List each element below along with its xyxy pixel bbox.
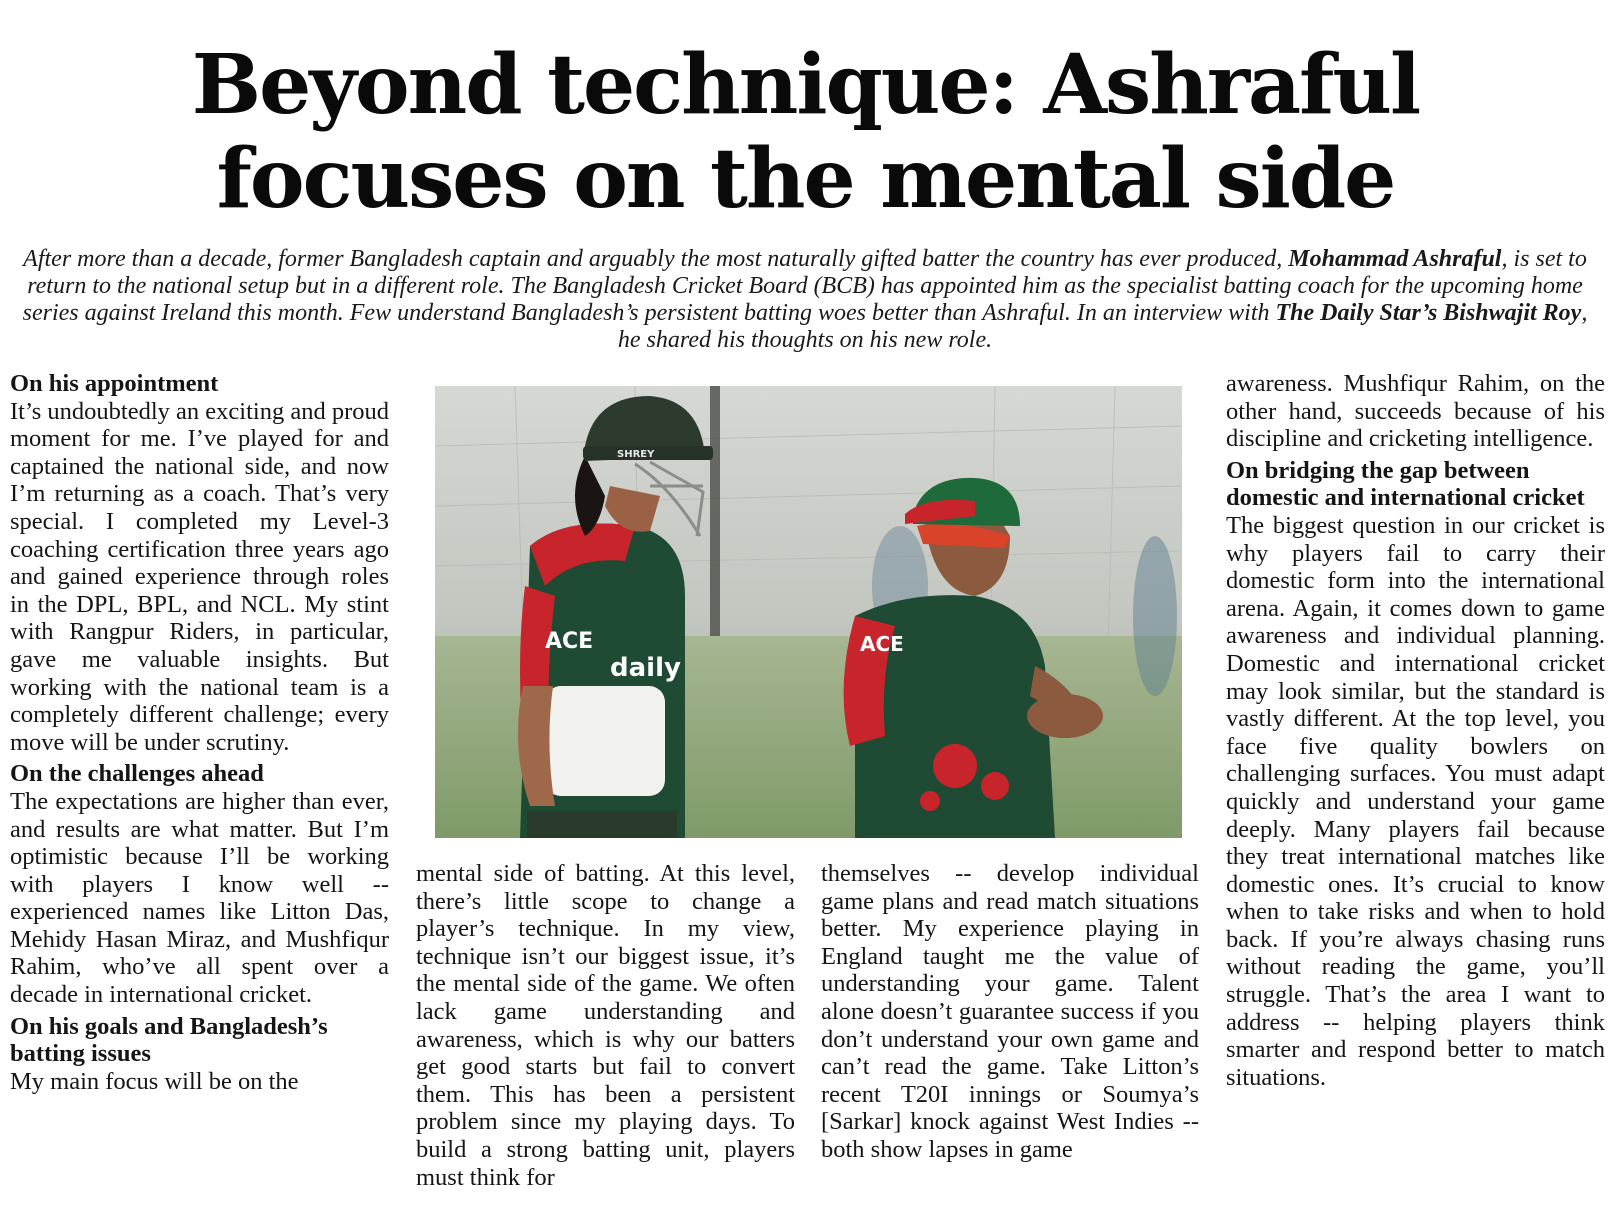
- section-heading-bridging: On bridging the gap between domestic and international cricket: [1226, 456, 1585, 512]
- byline: The Daily Star’s Bishwajit Roy: [1275, 300, 1582, 326]
- headline-line-1: Beyond technique: Ashraful: [191, 37, 1420, 133]
- standfirst-text-1: After more than a decade, former Bangladesh captain and arguably the most naturally gifted batter the country has ever produced,: [23, 246, 1289, 272]
- section-body-bridging: The biggest question in our cricket is why players fail to carry their domestic form into the international arena. Again, it comes down to game awareness and individual planning. Domestic and international cricket may look similar, but the standard is vastly different. At the top level, you face five quality bowlers on challenging surfaces. You must adapt quickly and understand your game deeply. Many players fail because they treat international matches like domestic ones. It’s crucial to know when to take risks and when to hold back. If you’re always chasing runs without reading the game, you’ll struggle. That’s the area I want to address -- helping players think smarter and respond better to match situations.: [1226, 511, 1605, 1091]
- column-2: [416, 860, 795, 1195]
- jersey-logo-left: ACE: [545, 629, 594, 654]
- standfirst-text-2: , is set to return to the national setup but in a different role. The Bangladesh Cricket Board (BCB) has appointed him as the specialist batting coach for the upcoming home series against Ireland this month. Few understand Bangladesh’s persistent batting woes better than Ashraful. In an interview with: [22, 246, 1587, 326]
- section-body-goals-part-2: mental side of batting. At this level, there’s little scope to change a player’s technique. In my view, technique isn’t our biggest issue, it’s the mental side of the game. We often lack game understanding and awareness, which is why our batters get good starts but fail to convert them. This has been a persistent problem since my playing days. To build a strong batting unit, players must think for: [416, 860, 795, 1191]
- standfirst-text-3: , he shared his thoughts on his new role.: [617, 300, 1588, 353]
- section-body-challenges: The expectations are higher than ever, and results are what matter. But I’m optimistic because I’ll be working with players I know well -- experienced names like Litton Das, Mehidy Hasan Miraz, and Mushfiqur Rahim, who’ve all spent over a decade in international cricket.: [10, 787, 389, 1009]
- section-heading-appointment: On his appointment: [10, 370, 219, 397]
- column-3: [821, 860, 1199, 1168]
- section-body-goals-part-4: awareness. Mushfiqur Rahim, on the other hand, succeeds because of his discipline and cricketing intelligence.: [1226, 370, 1605, 453]
- section-heading-goals: On his goals and Bangladesh’s batting issues: [10, 1012, 328, 1068]
- column-1: [10, 370, 389, 1099]
- headline: [0, 38, 1611, 226]
- interviewee-name: Mohammad Ashraful: [1288, 246, 1502, 272]
- standfirst: [20, 246, 1590, 354]
- article-photo: [435, 386, 1182, 838]
- jersey-logo-right: ACE: [860, 632, 904, 656]
- section-body-goals-part-1: My main focus will be on the: [10, 1067, 299, 1095]
- section-body-appointment: It’s undoubtedly an exciting and proud moment for me. I’ve played for and captained the national side, and now I’m returning as a coach. That’s very special. I completed my Level-3 coaching certification three years ago and gained experience through roles in the DPL, BPL, and NCL. My stint with Rangpur Riders, in particular, gave me valuable insights. But working with the national team is a completely different challenge; every move will be under scrutiny.: [10, 397, 389, 756]
- headline-line-2: focuses on the mental side: [216, 131, 1395, 227]
- section-body-goals-part-3: themselves -- develop individual game plans and read match situations better. My experience playing in England taught me the value of understanding your game. Talent alone doesn’t guarantee success if you don’t understand your own game and can’t read the game. Take Litton’s recent T20I innings or Soumya’s [Sarkar] knock against West Indies -- both show lapses in game: [821, 860, 1199, 1163]
- column-4: [1226, 370, 1605, 1095]
- helmet-brand: SHREY: [617, 449, 655, 460]
- svg-text:daily: daily: [610, 653, 681, 683]
- section-heading-challenges: On the challenges ahead: [10, 760, 264, 788]
